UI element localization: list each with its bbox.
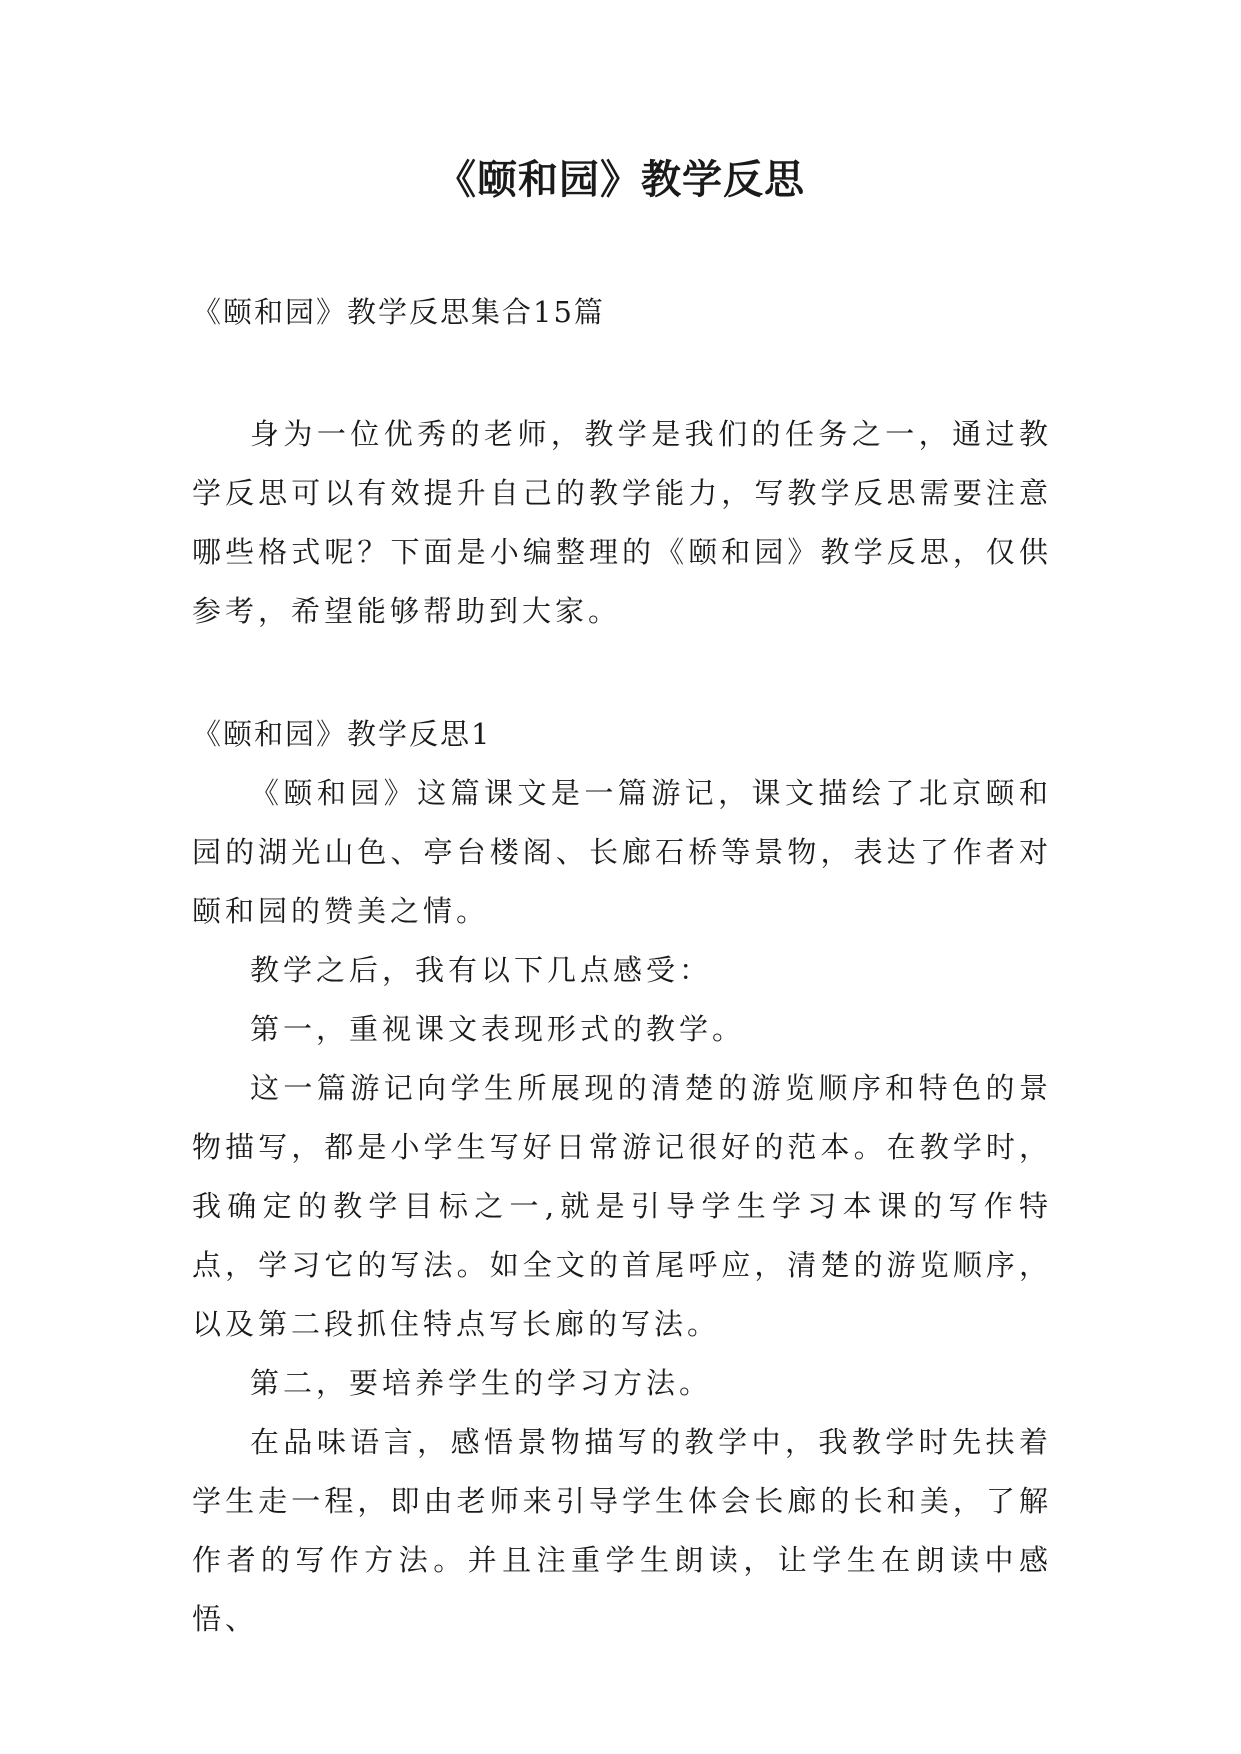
section-1	[192, 705, 1052, 1649]
body-paragraph: 这一篇游记向学生所展现的清楚的游览顺序和特色的景物描写，都是小学生写好日常游记很好的范本。在教学时，我确定的教学目标之一,就是引导学生学习本课的写作特点，学习它的写法。如全文的首尾呼应，清楚的游览顺序，以及第二段抓住特点写长廊的写法。	[192, 1071, 1052, 1341]
body-paragraph: 教学之后，我有以下几点感受：	[250, 953, 713, 987]
body-paragraph: 《颐和园》这篇课文是一篇游记，课文描绘了北京颐和园的湖光山色、亭台楼阁、长廊石桥等景物，表达了作者对颐和园的赞美之情。	[192, 776, 1052, 928]
intro-paragraph: 身为一位优秀的老师，教学是我们的任务之一，通过教学反思可以有效提升自己的教学能力，写教学反思需要注意哪些格式呢？下面是小编整理的《颐和园》教学反思，仅供参考，希望能够帮助到大家。	[192, 417, 1052, 628]
document-subtitle: 《颐和园》教学反思集合15篇	[192, 295, 605, 329]
body-paragraph: 第二，要培养学生的学习方法。	[250, 1366, 713, 1400]
section-heading: 《颐和园》教学反思1	[192, 717, 492, 751]
document-title: 《颐和园》教学反思	[436, 157, 805, 203]
body-paragraph: 在品味语言，感悟景物描写的教学中，我教学时先扶着学生走一程，即由老师来引导学生体会长廊的长和美，了解作者的写作方法。并且注重学生朗读，让学生在朗读中感悟、	[192, 1425, 1052, 1636]
body-paragraph: 第一，重视课文表现形式的教学。	[250, 1012, 746, 1046]
intro-section	[192, 405, 1052, 641]
